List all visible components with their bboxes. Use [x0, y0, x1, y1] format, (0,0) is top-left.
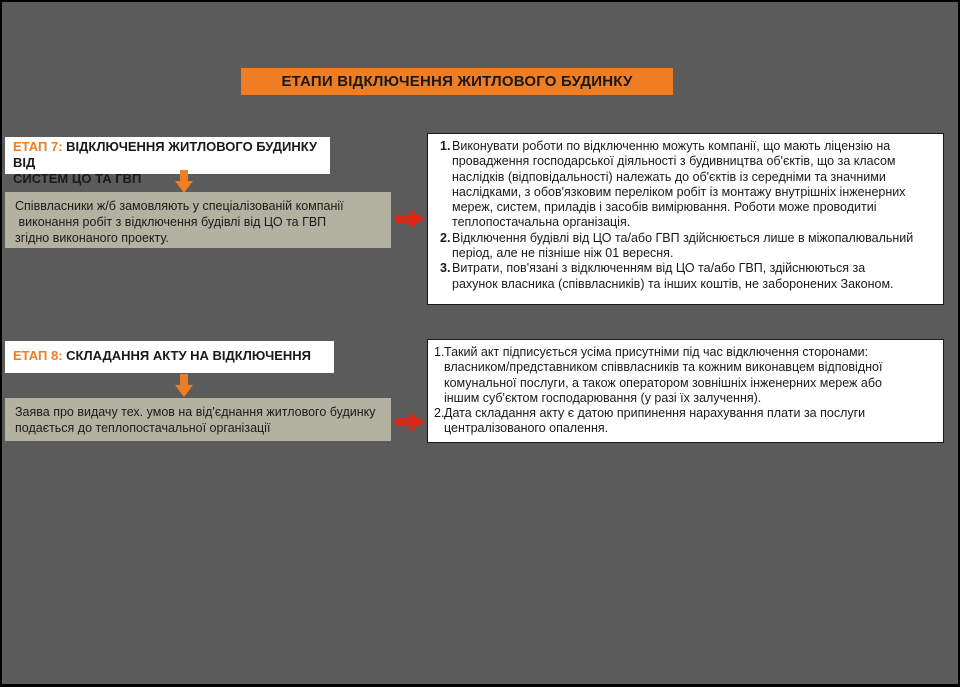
stage7-detail-item — [440, 231, 935, 262]
detail-line: теплопостачальна організація. — [452, 215, 631, 230]
detail-line: наслідками, з обов'язковим переліком робіт із монтажу внутрішніх інженерних — [452, 184, 906, 199]
stage7-detail-item — [440, 261, 935, 292]
detail-line: рахунок власника (співвласників) та інших коштів, не заборонених Законом. — [452, 276, 894, 291]
stage8-header — [5, 341, 334, 373]
detail-line: мереж, систем, приладів і засобів вимірювання. Роботи може проводитиі — [452, 200, 877, 215]
detail-line: Виконувати роботи по відключенню можуть компанії, що мають ліцензію на — [452, 139, 891, 153]
detail-line: Дата складання акту є датою припинення нарахування плати за послуги — [444, 406, 866, 421]
list-marker: 3. — [440, 261, 451, 276]
stage8-right-arrow-icon — [395, 413, 425, 431]
list-marker: 1. — [440, 139, 451, 153]
detail-line: наслідків (відповідальності) належать до об'єктів із середніми та значними — [452, 169, 886, 184]
stage7-title-line1 — [13, 139, 322, 171]
stage8-description-line: Заява про видачу тех. умов на від'єднання житлового будинку — [15, 405, 376, 419]
stage7-right-arrow-icon — [395, 210, 425, 228]
stage7-down-arrow-icon — [175, 170, 193, 194]
stage7-description — [5, 192, 391, 248]
stage7-description-line: згідно виконаного проекту. — [15, 231, 169, 245]
stage7-header — [5, 137, 330, 186]
detail-line: власником/представником співвласників та кожним виконавцем відповідної — [444, 360, 883, 375]
stage7-description-line: Співвласники ж/б замовляють у спеціалізованій компанії — [15, 199, 344, 213]
stage7-details-list — [440, 139, 935, 292]
stage8-detail-item — [434, 345, 935, 406]
stage8-details-list — [434, 345, 935, 437]
stage8-number: ЕТАП 8: — [13, 348, 63, 363]
stage7-title-line2: СИСТЕМ ЦО ТА ГВП — [13, 171, 142, 186]
stage7-details-box — [427, 133, 944, 305]
stage8-down-arrow-icon — [175, 374, 193, 398]
stage8-details-box — [427, 339, 944, 443]
stage8-detail-item — [434, 406, 935, 437]
stage7-number: ЕТАП 7: — [13, 139, 63, 154]
detail-line: комунальної послуги, а також оператором зовнішніх інженерних мереж або — [444, 375, 882, 390]
stage8-description-line: подається до теплопостачальної організації — [15, 421, 271, 435]
detail-line: іншим суб'єктом господарювання (у разі їх залучення). — [444, 390, 762, 405]
page-title: ЕТАПИ ВІДКЛЮЧЕННЯ ЖИТЛОВОГО БУДИНКУ — [241, 68, 673, 95]
stage8-title-text: СКЛАДАННЯ АКТУ НА ВІДКЛЮЧЕННЯ — [66, 348, 312, 363]
detail-line: Такий акт підписується усіма присутніми під час відключення сторонами: — [444, 345, 869, 359]
detail-line: централізованого опалення. — [444, 421, 609, 436]
list-marker: 1. — [434, 345, 445, 359]
stage7-detail-item — [440, 139, 935, 231]
stage7-description-line: виконання робіт з відключення будівлі від ЦО та ГВП — [15, 215, 327, 229]
list-marker: 2. — [440, 230, 451, 245]
list-marker: 2. — [434, 406, 445, 421]
detail-line: Відключення будівлі від ЦО та/або ГВП здійснюється лише в міжопалювальний — [452, 230, 914, 245]
stage8-description — [5, 398, 391, 441]
stage7-title-text: ВІДКЛЮЧЕННЯ ЖИТЛОВОГО БУДИНКУ ВІД — [13, 139, 318, 170]
detail-line: провадження господарської діяльності з будивництва об'єктів, що за класом — [452, 154, 896, 169]
detail-line: період, але не пізніше ніж 01 вересня. — [452, 246, 674, 261]
detail-line: Витрати, пов'язані з відключенням від ЦО та/або ГВП, здійснюються за — [452, 261, 866, 276]
